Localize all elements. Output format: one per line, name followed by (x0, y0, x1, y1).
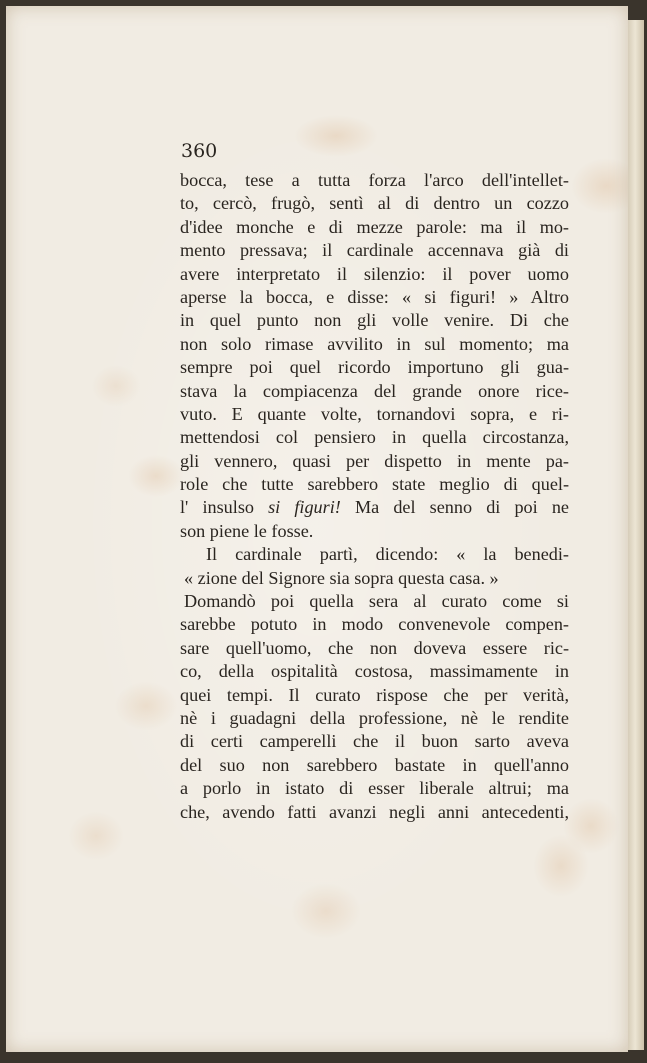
text-line: in quel punto non gli volle venire. Di che (180, 310, 569, 331)
text-line: vuto. E quante volte, tornandovi sopra, e ri- (180, 403, 569, 424)
text-line: del suo non sarebbero bastate in quell'anno (180, 754, 569, 775)
text-line: sempre poi quel ricordo importuno gli gua- (180, 357, 569, 378)
text-line: avere interpretato il silenzio: il pover uomo (180, 263, 569, 284)
text-line: co, della ospitalità costosa, massimamente in (180, 661, 569, 682)
text-line: Domandò poi quella sera al curato come si (184, 591, 569, 612)
next-page-edge (628, 20, 644, 1050)
text-line (180, 496, 569, 519)
text-line: sarebbe potuto in modo convenevole compen- (180, 614, 569, 635)
text-line-segment: l' insulso (180, 497, 269, 518)
text-line: non solo rimase avvilito in sul momento; ma (180, 333, 569, 354)
text-line: « zione del Signore sia sopra questa casa. » (184, 567, 499, 588)
text-line: nè i guadagni della professione, nè le rendite (180, 707, 569, 728)
text-line: che, avendo fatti avanzi negli anni antecedenti, (180, 801, 569, 822)
text-line: mento pressava; il cardinale accennava già di (180, 240, 569, 261)
italic-phrase: si figuri! (268, 497, 341, 518)
text-line: role che tutte sarebbero state meglio di quel- (180, 474, 569, 495)
text-line: Il cardinale partì, dicendo: « la benedi- (206, 544, 569, 565)
book-page (6, 6, 628, 1052)
text-line: mettendosi col pensiero in quella circostanza, (180, 427, 569, 448)
text-line: a porlo in istato di esser liberale altrui; ma (180, 778, 569, 799)
text-line: to, cercò, frugò, sentì al di dentro un cozzo (180, 193, 569, 214)
text-line-segment: Ma del senno di poi ne (340, 497, 569, 518)
text-line: sare quell'uomo, che non doveva essere ric- (180, 637, 569, 658)
text-line: son piene le fosse. (180, 520, 314, 541)
text-line: quei tempi. Il curato rispose che per verità, (180, 684, 569, 705)
text-line: stava la compiacenza del grande onore rice- (180, 380, 569, 401)
text-line: di certi camperelli che il buon sarto aveva (180, 731, 569, 752)
text-line: bocca, tese a tutta forza l'arco dell'intellet- (180, 170, 569, 190)
text-line: aperse la bocca, e disse: « si figuri! » Altro (180, 286, 569, 307)
page-number: 360 (181, 140, 218, 162)
body-text (180, 169, 569, 824)
text-line: d'idee monche e di mezze parole: ma il mo- (180, 216, 569, 237)
text-line: gli vennero, quasi per dispetto in mente pa- (180, 450, 569, 471)
